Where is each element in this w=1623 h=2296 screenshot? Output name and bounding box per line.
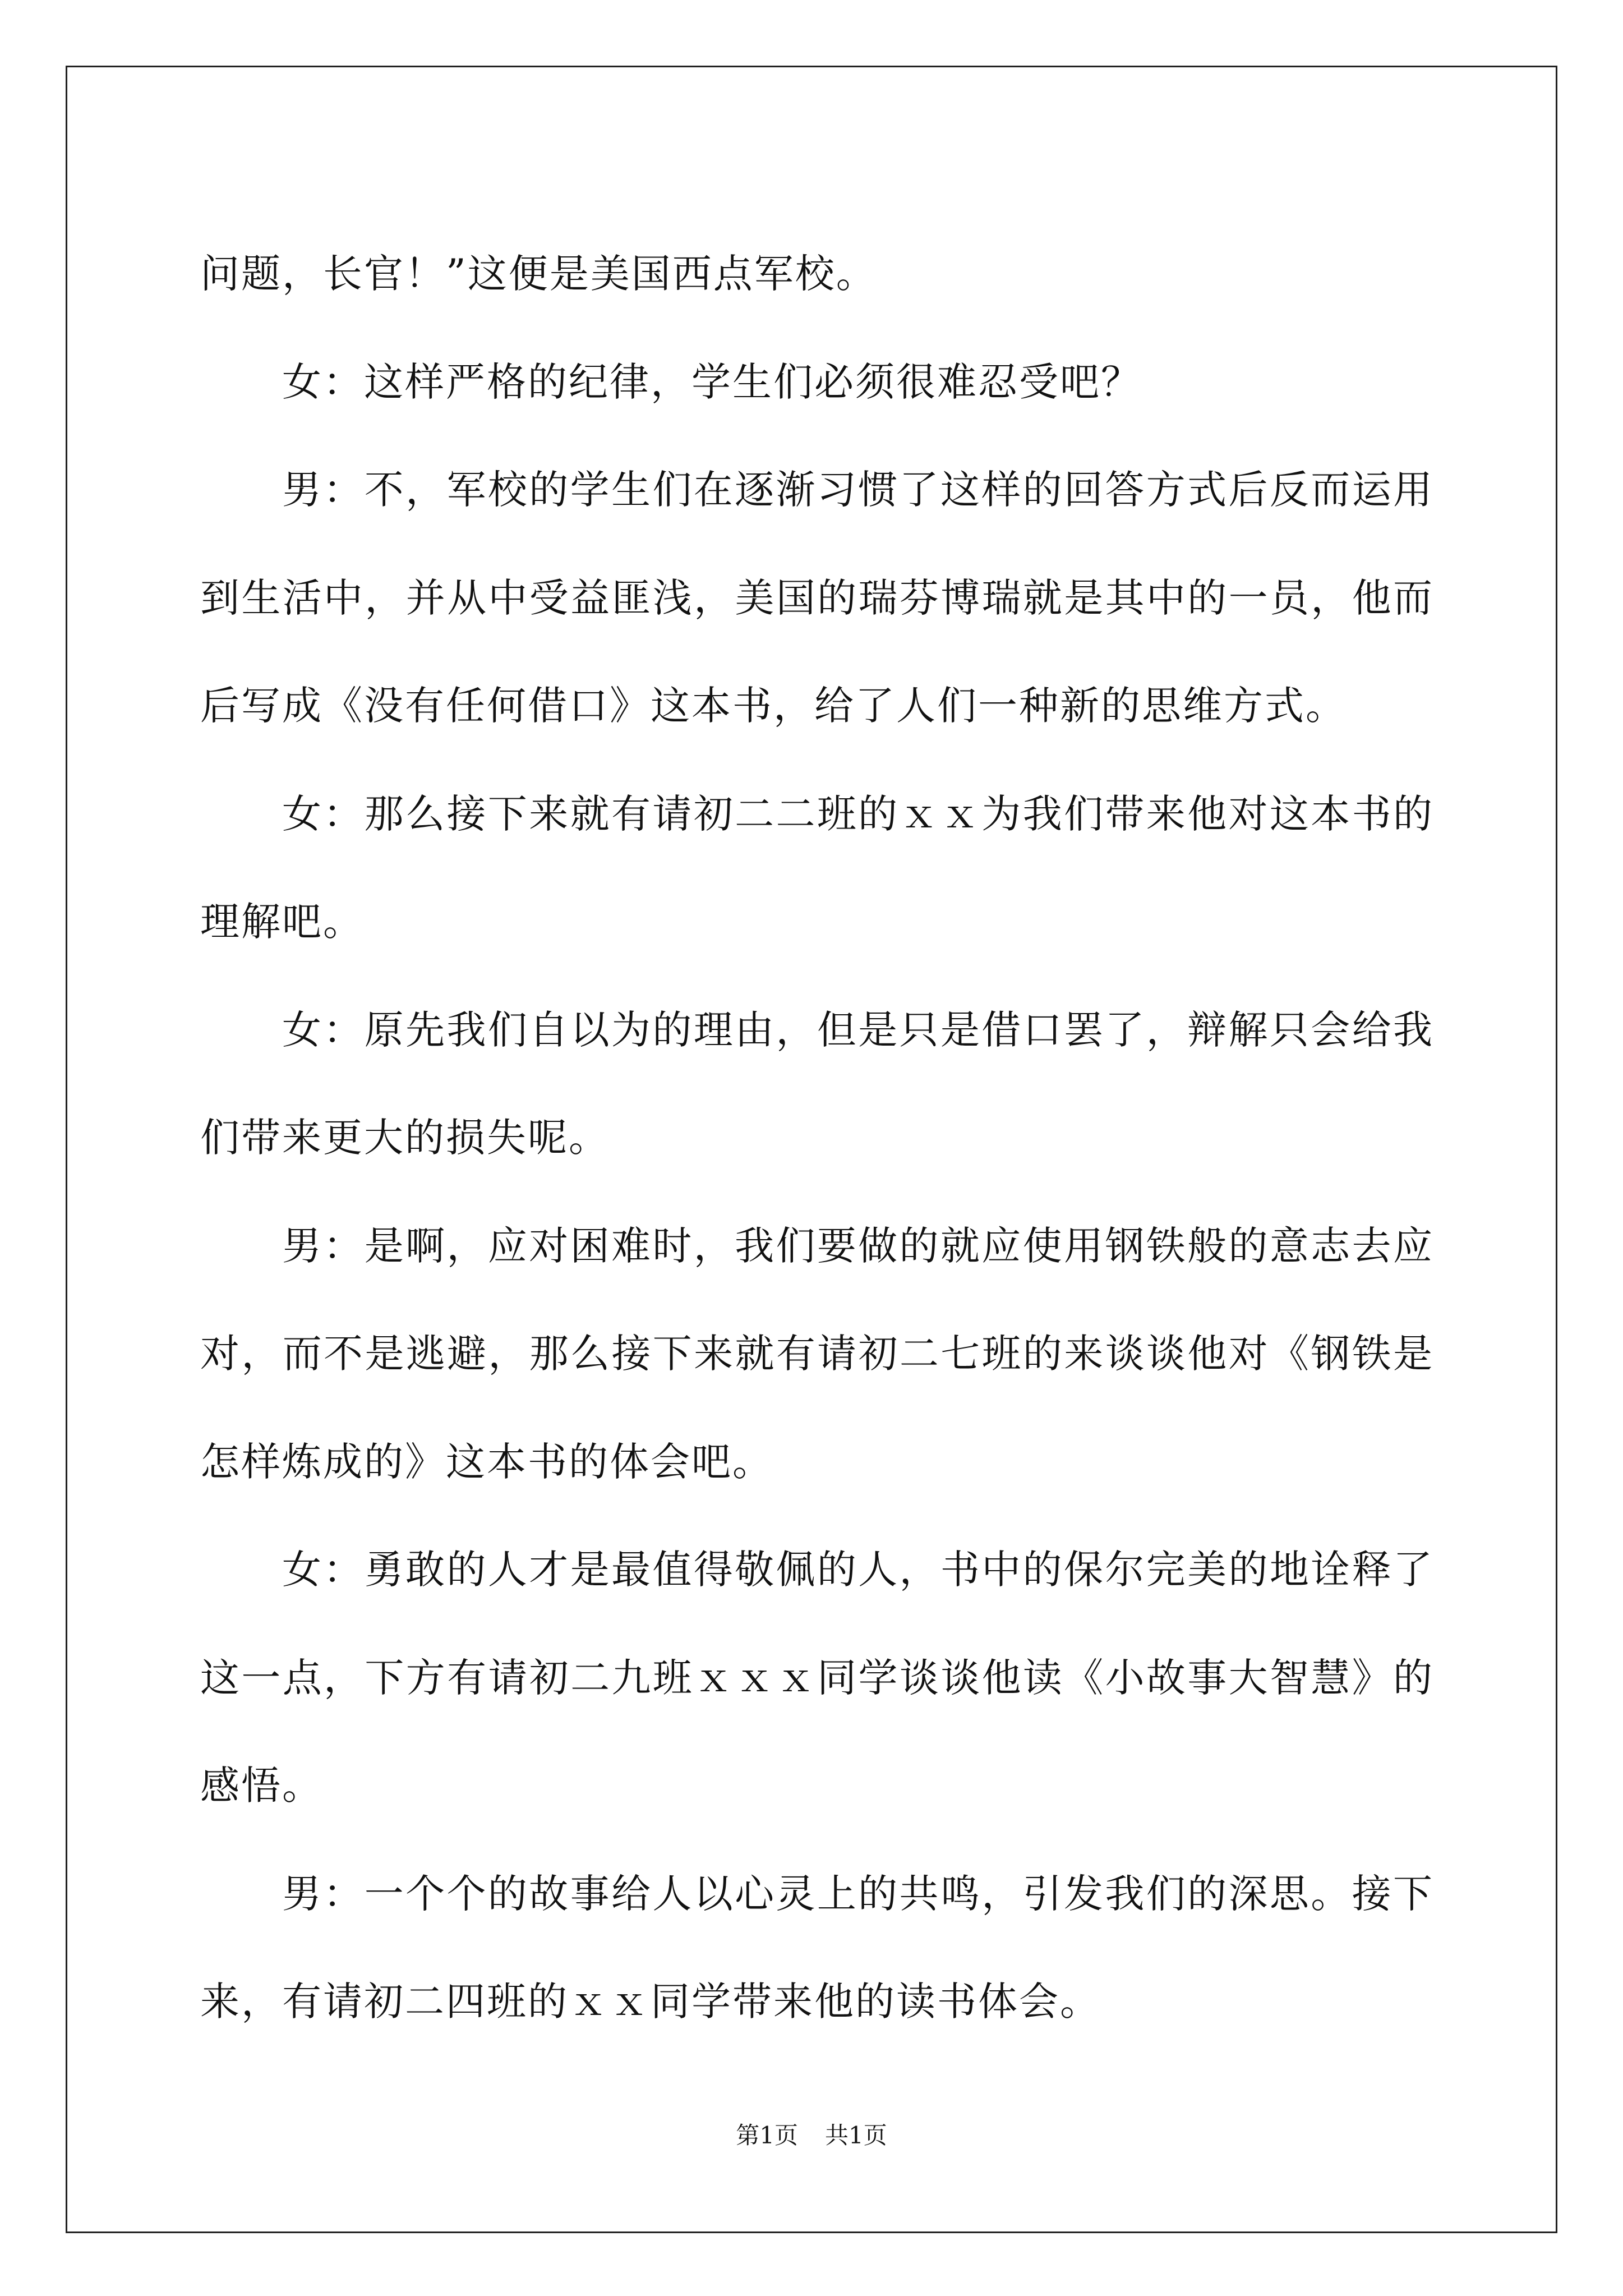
document-body <box>200 220 1434 2056</box>
paragraph-dialogue: 男：一个个的故事给人以心灵上的共鸣，引发我们的深思。接下来，有请初二四班的ｘｘ同学带来他的读书体会。 <box>200 1870 1434 2024</box>
paragraph-dialogue: 男：不，军校的学生们在逐渐习惯了这样的回答方式后反而运用到生活中，并从中受益匪浅，美国的瑞芬博瑞就是其中的一员，他而后写成《没有任何借口》这本书，给了人们一种新的思维方式。 <box>200 467 1434 729</box>
paragraph-continuation: 问题，长官！”这便是美国西点军校。 <box>200 251 877 297</box>
page-footer <box>0 2122 1623 2150</box>
page-total: 共1页 <box>825 2122 887 2149</box>
page-number: 第1页 <box>736 2122 798 2149</box>
paragraph-dialogue: 女：这样严格的纪律，学生们必须很难忍受吧？ <box>282 358 1142 405</box>
paragraph-dialogue: 男：是啊，应对困难时，我们要做的就应使用钢铁般的意志去应对，而不是逃避，那么接下来就有请初二七班的来谈谈他对《钢铁是怎样炼成的》这本书的体会吧。 <box>200 1222 1434 1485</box>
paragraph-dialogue: 女：那么接下来就有请初二二班的ｘｘ为我们带来他对这本书的理解吧。 <box>200 790 1434 945</box>
paragraph-dialogue: 女：原先我们自以为的理由，但是只是借口罢了，辩解只会给我们带来更大的损失呢。 <box>200 1006 1434 1161</box>
paragraph-dialogue: 女：勇敢的人才是最值得敬佩的人，书中的保尔完美的地诠释了这一点，下方有请初二九班ｘｘｘ同学谈谈他读《小故事大智慧》的感悟。 <box>200 1547 1434 1809</box>
